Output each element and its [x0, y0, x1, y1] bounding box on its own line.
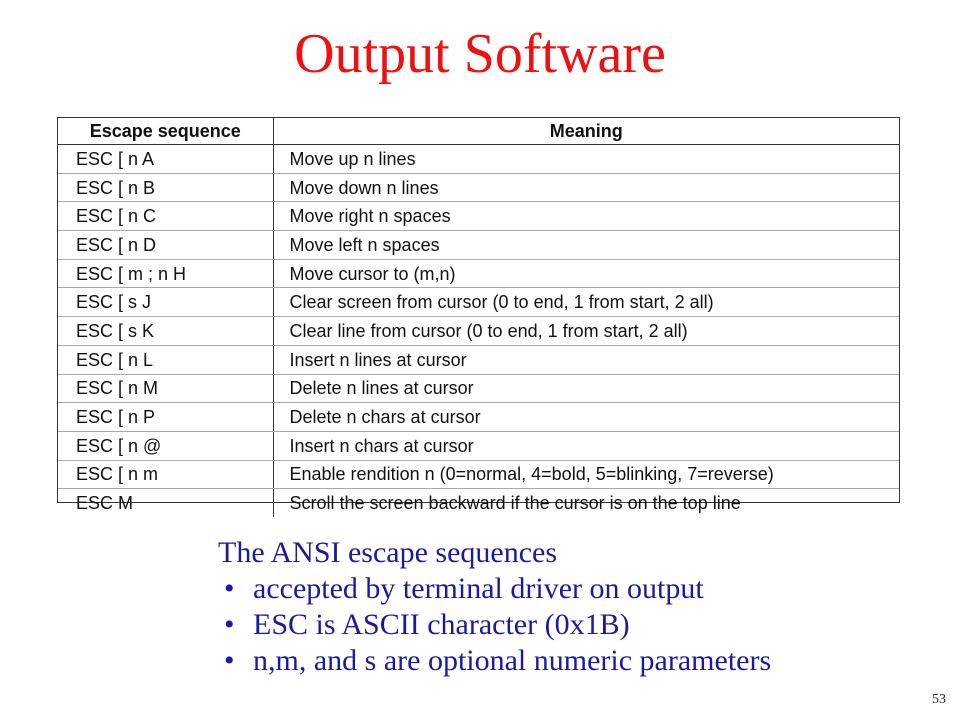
bullet-icon: • — [224, 572, 235, 605]
meaning-cell: Delete n lines at cursor — [273, 374, 899, 403]
table-row — [58, 431, 899, 460]
bullet-icon: • — [224, 644, 235, 677]
sequence-cell: ESC [ n P — [58, 403, 273, 432]
sequence-cell: ESC [ n A — [58, 145, 273, 174]
meaning-cell: Move up n lines — [273, 145, 899, 174]
notes-intro: The ANSI escape sequences — [218, 536, 558, 569]
table-row — [58, 403, 899, 432]
table-row — [58, 374, 899, 403]
table-row — [58, 259, 899, 288]
page-number: 53 — [932, 692, 946, 707]
column-header-escape-sequence: Escape sequence — [58, 118, 273, 145]
list-item-text: accepted by terminal driver on output — [253, 572, 704, 605]
table-row — [58, 202, 899, 231]
table-row — [58, 460, 899, 489]
list-item-text: ESC is ASCII character (0x1B) — [253, 608, 630, 641]
meaning-cell: Insert n lines at cursor — [273, 345, 899, 374]
meaning-cell: Insert n chars at cursor — [273, 431, 899, 460]
meaning-cell: Move left n spaces — [273, 231, 899, 260]
bullet-icon: • — [224, 608, 235, 641]
table-header-row — [58, 118, 899, 145]
column-header-meaning: Meaning — [273, 118, 899, 145]
table-row — [58, 345, 899, 374]
sequence-cell: ESC [ n M — [58, 374, 273, 403]
sequence-cell: ESC [ n D — [58, 231, 273, 260]
list-item-text: n,m, and s are optional numeric parameters — [253, 644, 772, 677]
meaning-cell: Clear screen from cursor (0 to end, 1 from start, 2 all) — [273, 288, 899, 317]
sequence-cell: ESC [ s J — [58, 288, 273, 317]
meaning-cell: Move cursor to (m,n) — [273, 259, 899, 288]
list-item — [218, 643, 771, 679]
meaning-cell: Delete n chars at cursor — [273, 403, 899, 432]
sequence-cell: ESC [ n B — [58, 173, 273, 202]
meaning-cell: Enable rendition n (0=normal, 4=bold, 5=blinking, 7=reverse) — [273, 460, 899, 489]
list-item — [218, 571, 771, 607]
sequence-cell: ESC M — [58, 489, 273, 517]
table-row — [58, 145, 899, 174]
sequence-cell: ESC [ n L — [58, 345, 273, 374]
meaning-cell: Clear line from cursor (0 to end, 1 from start, 2 all) — [273, 317, 899, 346]
escape-sequence-table — [57, 117, 900, 514]
table-row — [58, 173, 899, 202]
table-row — [58, 317, 899, 346]
sequence-cell: ESC [ s K — [58, 317, 273, 346]
table-row — [58, 489, 899, 517]
table-row — [58, 288, 899, 317]
sequence-cell: ESC [ n @ — [58, 431, 273, 460]
sequence-cell: ESC [ n C — [58, 202, 273, 231]
list-item — [218, 607, 771, 643]
meaning-cell: Scroll the screen backward if the cursor is on the top line — [289, 493, 741, 514]
slide-title: Output Software — [294, 23, 666, 85]
notes-block — [218, 535, 771, 679]
table-row — [58, 231, 899, 260]
notes-bullet-list — [218, 571, 771, 679]
sequence-cell: ESC [ m ; n H — [58, 259, 273, 288]
sequence-cell: ESC [ n m — [58, 460, 273, 489]
meaning-cell: Move down n lines — [273, 173, 899, 202]
meaning-cell: Move right n spaces — [273, 202, 899, 231]
